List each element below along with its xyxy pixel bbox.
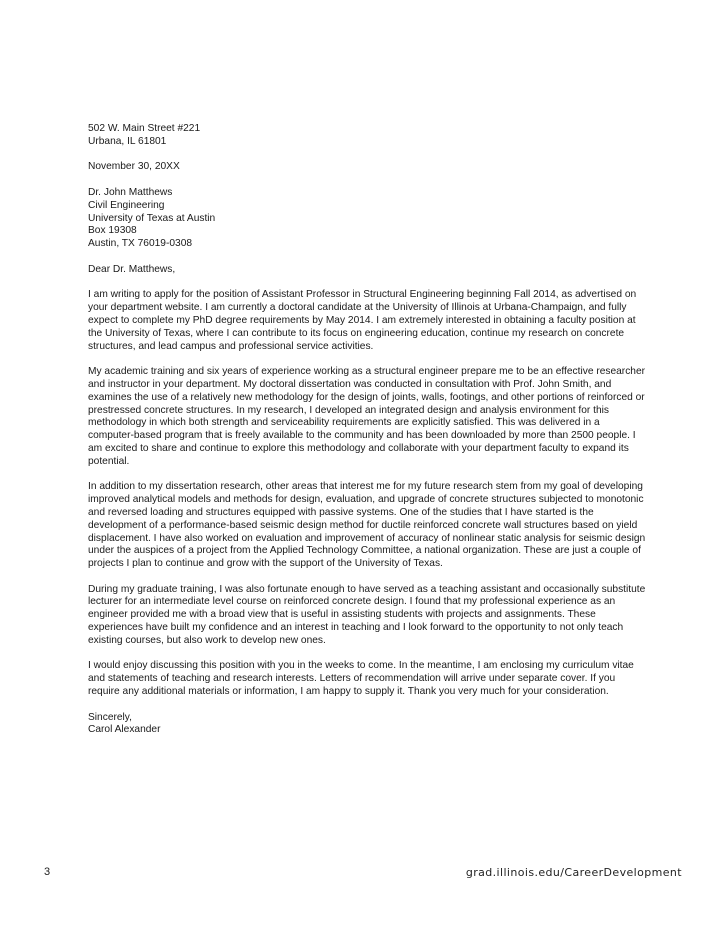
paragraph-research: In addition to my dissertation research, other areas that interest me for my future research stem from my goal of developing improved analytical models and methods for design, evaluation, and upgrade of concrete structures subjected to monotonic and reversed loading and structures equipped with passive systems. One of the studies that I have started is the development of a performance-based seismic design method for ductile reinforced concrete wall structures based on yield displacement. I have also worked on evaluation and improvement of accuracy of nonlinear static analysis for seismic design under the auspices of a project from the Applied Technology Committee, a national organization. These are just a couple of projects I plan to continue and grow with the support of the University of Texas. [88, 481, 646, 570]
letter-date [88, 161, 648, 174]
recipient-department: Civil Engineering [88, 199, 165, 211]
footer-url: grad.illinois.edu/CareerDevelopment [465, 866, 682, 879]
recipient-address [88, 187, 648, 251]
recipient-name: Dr. John Matthews [88, 186, 173, 198]
letter-body [88, 123, 648, 750]
sender-street: 502 W. Main Street #221 [88, 123, 201, 134]
paragraph-intro: I am writing to apply for the position of Assistant Professor in Structural Engineering beginning Fall 2014, as advertised on your department website. I am currently a doctoral candidate at the University of Illinois at Urbana-Champaign, and fully expect to complete my PhD degree requirements by May 2014. I am extremely interested in obtaining a faculty position at the University of Texas, where I can contribute to its focus on engineering education, continue my research on concrete structures, and lead campus and professional service activities. [88, 289, 637, 352]
paragraph-closing: I would enjoy discussing this position with you in the weeks to come. In the meantime, I am enclosing my curriculum vitae and statements of teaching and research interests. Letters of recommendation will arrive under separate cover. If you require any additional materials or information, I am happy to supply it. Thank you very much for your consideration. [88, 660, 634, 698]
sender-city: Urbana, IL 61801 [88, 135, 167, 147]
date-text: November 30, 20XX [88, 161, 180, 173]
sender-address [88, 123, 648, 149]
salutation [88, 264, 648, 277]
signature-name: Carol Alexander [88, 724, 161, 736]
paragraph-teaching: During my graduate training, I was also fortunate enough to have served as a teaching assistant and occasionally substitute lecturer for an intermediate level course on reinforced concrete design. I found that my professional experience as an engineer provided me with a broad view that is useful in assisting students with projects and assignments. These experiences have built my confidence and an interest in teaching and I look forward to the opportunity to not only teach existing courses, but also work to develop new ones. [88, 583, 646, 646]
signature-block [88, 712, 648, 738]
recipient-box: Box 19308 [88, 225, 137, 237]
closing-text: Sincerely, [88, 711, 132, 723]
recipient-city: Austin, TX 76019-0308 [88, 238, 193, 250]
page-number: 3 [44, 866, 51, 878]
salutation-text: Dear Dr. Matthews, [88, 263, 176, 275]
recipient-institution: University of Texas at Austin [88, 212, 216, 224]
paragraph-training: My academic training and six years of experience working as a structural engineer prepare me to be an effective researcher and instructor in your department. My doctoral dissertation was conducted in consultation with Prof. John Smith, and examines the use of a relatively new methodology for the design of joints, walls, footings, and other portions of reinforced or prestressed concrete structures. In my research, I developed an integrated design and analysis environment for this methodology in which both strength and serviceability requirements are explicitly satisfied. This was delivered in a computer-based program that is freely available to the community and has been downloaded by more than 2500 people. I am excited to share and continue to explore this methodology and collaborate with your department faculty to expand its potential. [88, 366, 646, 467]
